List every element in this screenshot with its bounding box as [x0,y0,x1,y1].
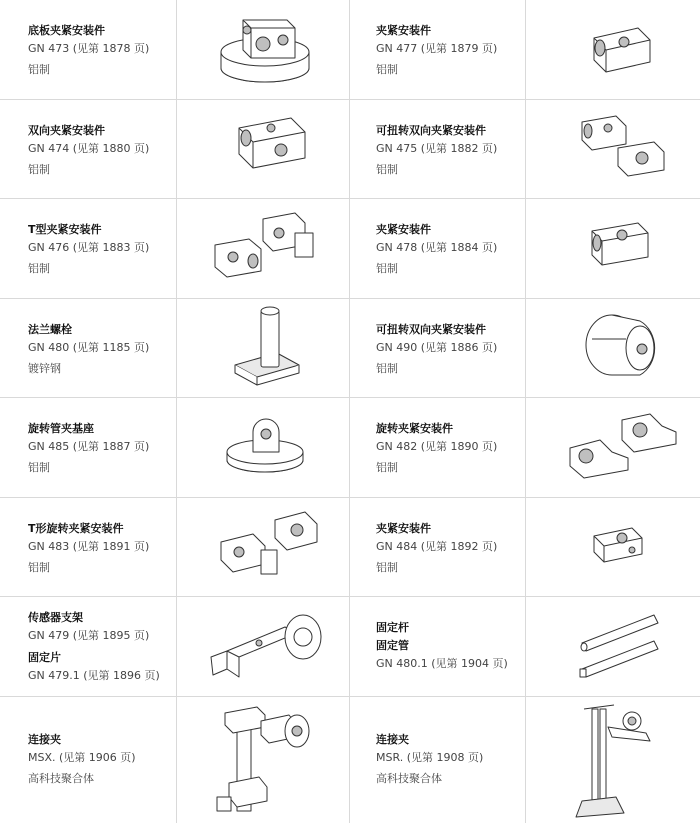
product-title: 连接夹 [376,733,409,746]
product-ref: MSX. (见第 1906 页) [28,751,136,764]
product-ref: GN 490 (见第 1886 页) [376,341,498,354]
product-title: 底板夹紧安装件 [28,24,105,37]
product-row [0,199,700,299]
product-material: 高科技聚合体 [376,772,442,785]
product-title: 法兰螺栓 [28,323,72,336]
product-material: 铝制 [376,262,398,275]
product-cell [0,100,176,198]
product-cell [350,199,525,298]
product-ref: GN 480 (见第 1185 页) [28,341,150,354]
clamp-connector-icon [525,0,700,99]
product-title: 连接夹 [28,733,61,746]
product-material: 铝制 [376,461,398,474]
product-material: 铝制 [28,561,50,574]
product-title: T形旋转夹紧安装件 [28,522,124,535]
product-material: 铝制 [28,163,50,176]
product-cell [350,498,525,596]
base-clamp-icon [176,0,350,99]
product-title: 夹紧安装件 [376,223,431,236]
product-material: 铝制 [376,163,398,176]
product-cell [0,0,176,99]
product-title: 夹紧安装件 [376,24,431,37]
product-ref: GN 483 (见第 1891 页) [28,540,150,553]
product-cell [0,597,176,696]
product-row [0,0,700,100]
product-cell [350,299,525,397]
product-title: 旋转管夹基座 [28,422,94,435]
product-title: 可扭转双向夹紧安装件 [376,124,486,137]
product-material: 铝制 [28,63,50,76]
product-cell [0,299,176,397]
product-ref: MSR. (见第 1908 页) [376,751,484,764]
product-ref: GN 475 (见第 1882 页) [376,142,498,155]
product-title-secondary: 固定管 [376,639,409,652]
product-cell [0,498,176,596]
swivel-clamp-icon [525,398,700,497]
product-material: 铝制 [376,63,398,76]
t-clamp-icon [176,199,350,298]
product-ref-secondary: GN 479.1 (见第 1896 页) [28,669,160,682]
product-cell [350,398,525,497]
product-row [0,299,700,398]
flange-bolt-icon [176,299,350,397]
product-ref: GN 479 (见第 1895 页) [28,629,150,642]
two-way-clamp-icon [176,100,350,198]
product-row [0,100,700,199]
product-material: 铝制 [376,561,398,574]
product-row [0,398,700,498]
product-title: 双向夹紧安装件 [28,124,105,137]
product-ref: GN 474 (见第 1880 页) [28,142,150,155]
product-row [0,697,700,823]
connection-clamp-stand-icon [525,697,700,823]
clamp-connector-icon [525,199,700,298]
product-ref: GN 484 (见第 1892 页) [376,540,498,553]
product-ref: GN 478 (见第 1884 页) [376,241,498,254]
product-title: 固定杆 [376,621,409,634]
product-title: 旋转夹紧安装件 [376,422,453,435]
product-title: 夹紧安装件 [376,522,431,535]
product-title-secondary: 固定片 [28,651,61,664]
product-ref: GN 480.1 (见第 1904 页) [376,657,508,670]
tube-icon [525,597,700,696]
sensor-bracket-icon [176,597,350,696]
product-material: 高科技聚合体 [28,772,94,785]
product-ref: GN 473 (见第 1878 页) [28,42,150,55]
product-cell [0,697,176,823]
product-row [0,498,700,597]
product-row [0,597,700,697]
swivel-two-way-clamp-icon [525,100,700,198]
round-swivel-clamp-icon [525,299,700,397]
product-cell [0,398,176,497]
product-material: 铝制 [28,461,50,474]
product-material: 镀锌钢 [28,362,61,375]
product-cell [350,697,525,823]
product-title: 传感器支架 [28,611,83,624]
connection-clamp-assembly-icon [176,697,350,823]
product-cell [350,597,525,696]
compact-clamp-icon [525,498,700,596]
product-cell [350,0,525,99]
product-title: 可扭转双向夹紧安装件 [376,323,486,336]
product-cell [0,199,176,298]
product-ref: GN 482 (见第 1890 页) [376,440,498,453]
swivel-base-icon [176,398,350,497]
t-swivel-clamp-icon [176,498,350,596]
product-ref: GN 477 (见第 1879 页) [376,42,498,55]
product-ref: GN 476 (见第 1883 页) [28,241,150,254]
product-material: 铝制 [376,362,398,375]
product-material: 铝制 [28,262,50,275]
product-ref: GN 485 (见第 1887 页) [28,440,150,453]
product-cell [350,100,525,198]
product-title: T型夹紧安装件 [28,223,102,236]
